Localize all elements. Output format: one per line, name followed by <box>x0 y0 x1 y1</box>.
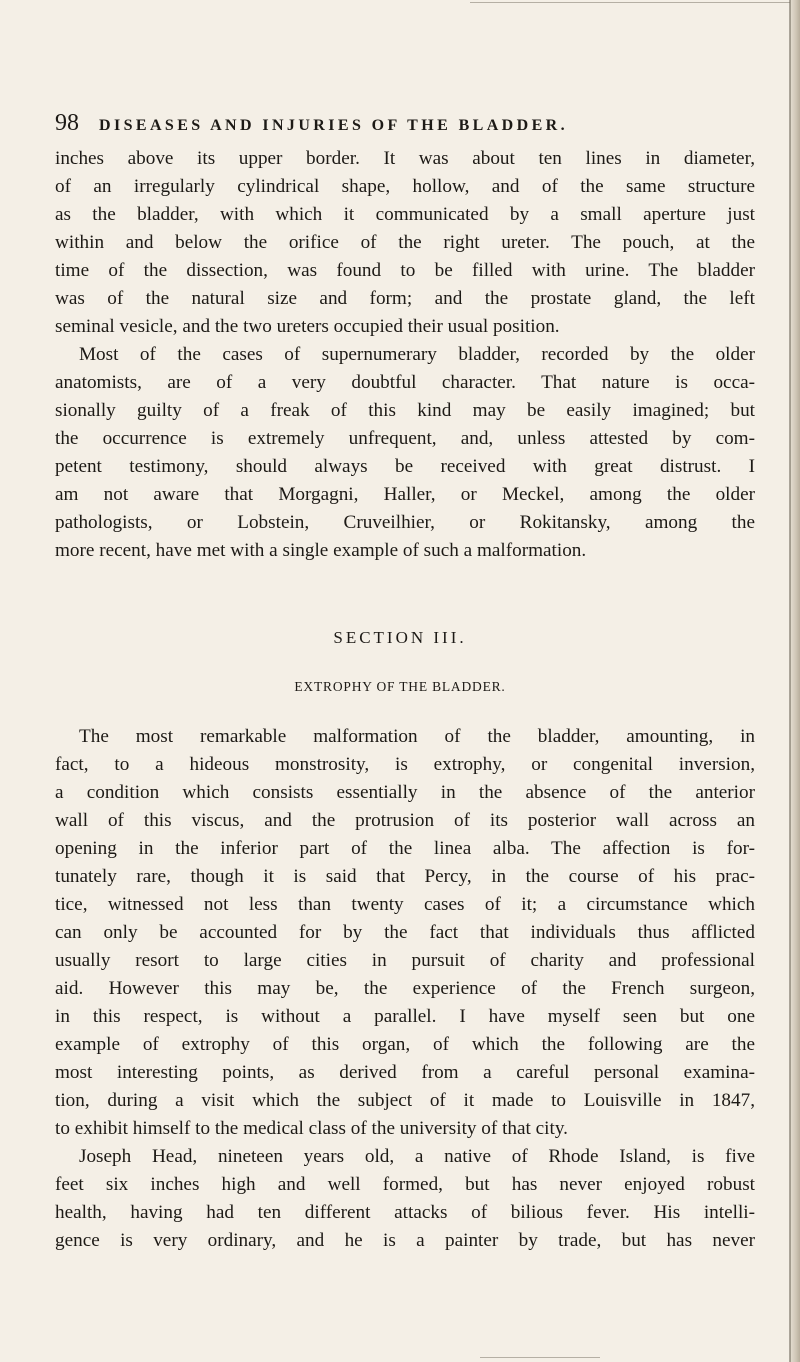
text-line: inches above its upper border. It was about ten lines in diameter, <box>55 148 755 169</box>
text-line: health, having had ten different attacks of bilious fever. His intelli- <box>55 1202 755 1223</box>
text-line: more recent, have met with a single example of such a malformation. <box>55 540 587 561</box>
text-line: am not aware that Morgagni, Haller, or Meckel, among the older <box>55 484 755 505</box>
text-line: within and below the orifice of the right ureter. The pouch, at the <box>55 232 755 253</box>
text-line: Joseph Head, nineteen years old, a native of Rhode Island, is five <box>79 1146 755 1167</box>
text-line: wall of this viscus, and the protrusion of its posterior wall across an <box>55 810 755 831</box>
text-line: gence is very ordinary, and he is a painter by trade, but has never <box>55 1230 755 1251</box>
text-line: the occurrence is extremely unfrequent, and, unless attested by com- <box>55 428 755 449</box>
text-line: The most remarkable malformation of the bladder, amounting, in <box>79 726 755 747</box>
text-line: fact, to a hideous monstrosity, is extrophy, or congenital inversion, <box>55 754 755 775</box>
text-line: usually resort to large cities in pursuit of charity and professional <box>55 950 755 971</box>
text-line: of an irregularly cylindrical shape, hollow, and of the same structure <box>55 176 755 197</box>
text-line: a condition which consists essentially in the absence of the anterior <box>55 782 755 803</box>
text-line: petent testimony, should always be received with great distrust. I <box>55 456 755 477</box>
text-line: tunately rare, though it is said that Percy, in the course of his prac- <box>55 866 755 887</box>
text-line: aid. However this may be, the experience of the French surgeon, <box>55 978 755 999</box>
text-line: tice, witnessed not less than twenty cases of it; a circumstance which <box>55 894 755 915</box>
text-line: feet six inches high and well formed, but has never enjoyed robust <box>55 1174 755 1195</box>
text-line: tion, during a visit which the subject of it made to Louisville in 1847, <box>55 1090 755 1111</box>
text-line: most interesting points, as derived from a careful personal examina- <box>55 1062 755 1083</box>
text-line: sionally guilty of a freak of this kind may be easily imagined; but <box>55 400 755 421</box>
paragraph-extrophy <box>55 723 755 1143</box>
text-line: in this respect, is without a parallel. I have myself seen but one <box>55 1006 755 1027</box>
text-line: can only be accounted for by the fact that individuals thus afflicted <box>55 922 755 943</box>
text-line: anatomists, are of a very doubtful character. That nature is occa- <box>55 372 755 393</box>
page-header <box>55 110 755 140</box>
text-line: example of extrophy of this organ, of which the following are the <box>55 1034 755 1055</box>
paragraph-case-report <box>55 1143 755 1255</box>
running-head: DISEASES AND INJURIES OF THE BLADDER. <box>99 117 569 134</box>
text-line: Most of the cases of supernumerary bladder, recorded by the older <box>79 344 755 365</box>
section-title: SECTION III. <box>333 628 467 647</box>
section-subtitle: EXTROPHY OF THE BLADDER. <box>294 679 506 694</box>
text-line: to exhibit himself to the medical class of the university of that city. <box>55 1118 568 1139</box>
paragraph-supernumerary <box>55 341 755 565</box>
text-line: was of the natural size and form; and the prostate gland, the left <box>55 288 755 309</box>
top-edge-rule <box>470 2 790 3</box>
text-line: time of the dissection, was found to be filled with urine. The bladder <box>55 260 755 281</box>
bottom-edge-rule <box>480 1357 600 1358</box>
page-number: 98 <box>55 110 79 136</box>
text-line: opening in the inferior part of the linea alba. The affection is for- <box>55 838 755 859</box>
paragraph-continuation <box>55 145 755 341</box>
text-line: pathologists, or Lobstein, Cruveilhier, or Rokitansky, among the <box>55 512 755 533</box>
text-line: as the bladder, with which it communicated by a small aperture just <box>55 204 755 225</box>
text-line: seminal vesicle, and the two ureters occupied their usual position. <box>55 316 560 337</box>
